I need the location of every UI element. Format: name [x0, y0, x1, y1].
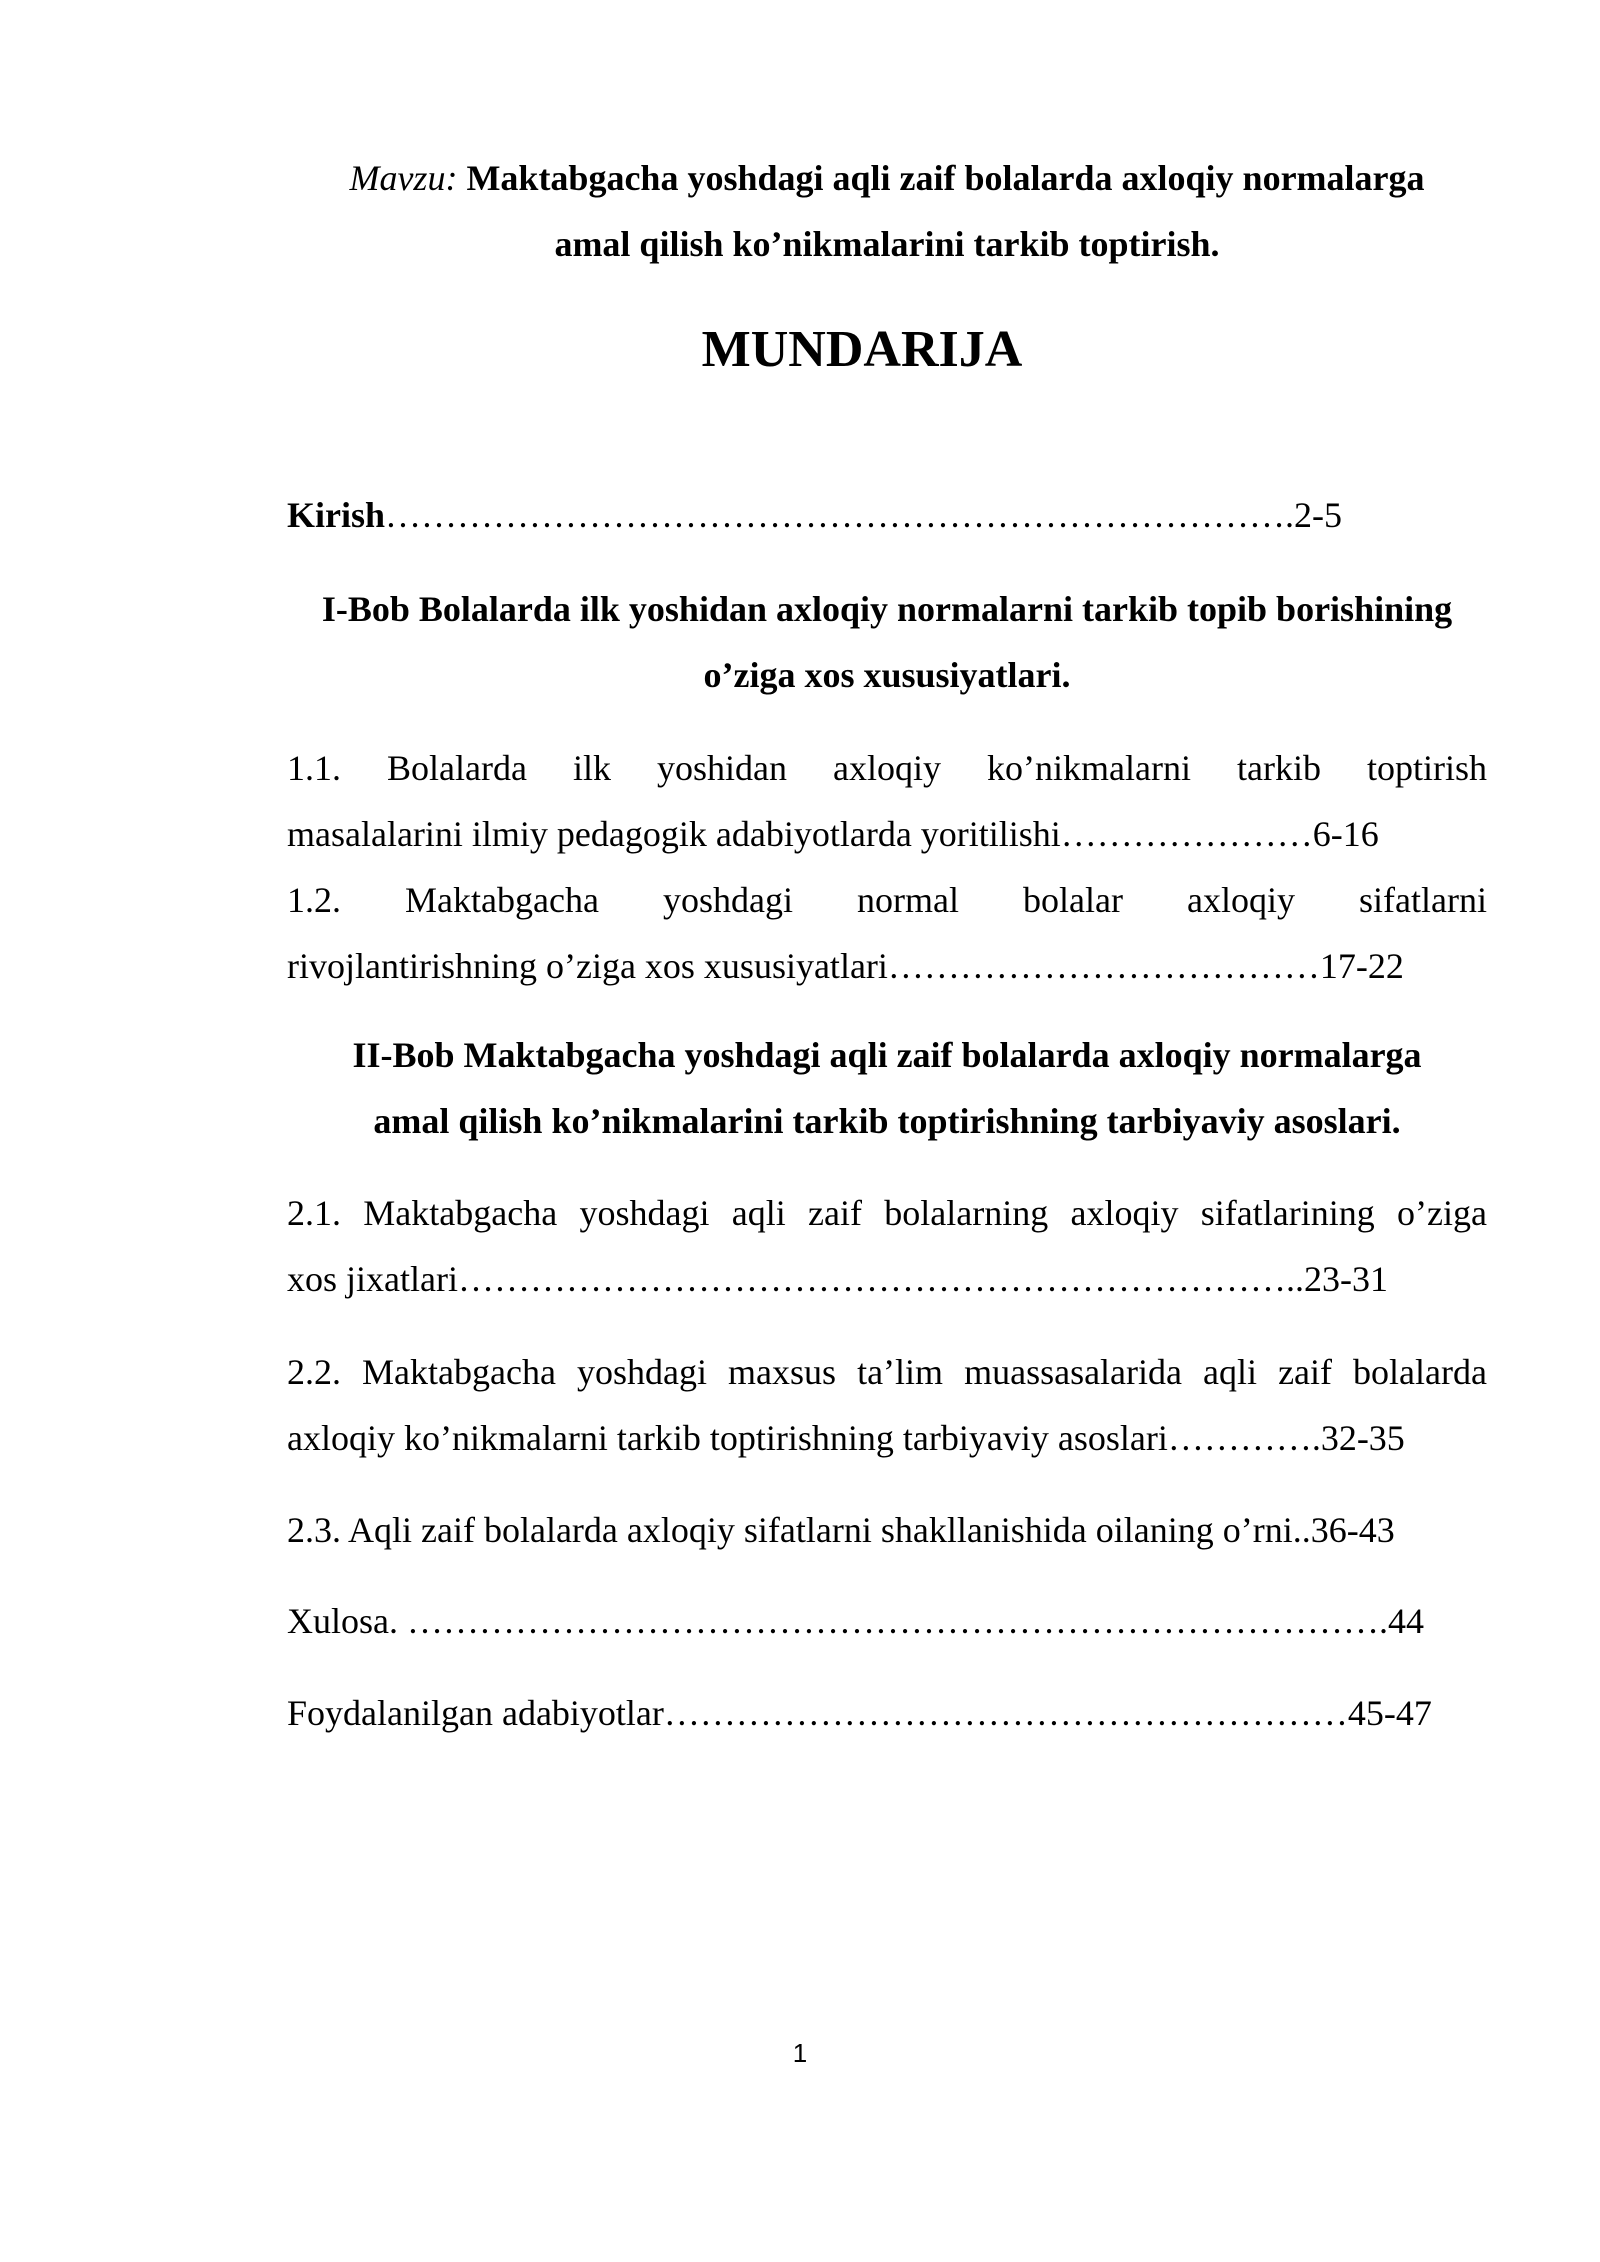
toc-section-1-1-line-2: masalalarini ilmiy pedagogik adabiyotlarda yoritilishi…………………6-16	[287, 814, 1379, 854]
toc-chapter-2-line-1: II-Bob Maktabgacha yoshdagi aqli zaif bolalarda axloqiy normalarga	[352, 1035, 1422, 1075]
toc-entry-intro	[287, 482, 1487, 548]
toc-chapter-1-line-1: I-Bob Bolalarda ilk yoshidan axloqiy normalarni tarkib topib borishining	[321, 589, 1453, 629]
toc-section-2-1-line-2: xos jixatlari……………………………………………………………..23-31	[287, 1259, 1388, 1299]
toc-entry-conclusion	[287, 1588, 1487, 1654]
toc-section-2-3-line-1: 2.3. Aqli zaif bolalarda axloqiy sifatlarni shakllanishida oilaning o’rni..36-43	[287, 1510, 1395, 1550]
toc-chapter-2	[287, 1022, 1487, 1154]
toc-section-1-1-line-1: 1.1. Bolalarda ilk yoshidan axloqiy ko’nikmalarni tarkib toptirish	[287, 748, 1487, 788]
page-heading: MUNDARIJA	[701, 321, 1023, 378]
toc-chapter-1	[287, 576, 1487, 708]
toc-section-2-3	[287, 1497, 1487, 1563]
toc-chapter-1-line-2: o’ziga xos xususiyatlari.	[703, 655, 1071, 695]
toc-references-line: Foydalanilgan adabiyotlar…………………………………………………45-47	[287, 1693, 1432, 1733]
toc-section-2-2-line-1: 2.2. Maktabgacha yoshdagi maxsus ta’lim muassasalarida aqli zaif bolalarda	[287, 1352, 1487, 1392]
toc-chapter-2-line-2: amal qilish ko’nikmalarini tarkib toptirishning tarbiyaviy asoslari.	[373, 1101, 1401, 1141]
toc-section-2-2-line-2: axloqiy ko’nikmalarni tarkib toptirishning tarbiyaviy asoslari………….32-35	[287, 1418, 1405, 1458]
toc-section-2-2	[287, 1339, 1487, 1471]
toc-intro-leader: ………………………………………………………………….	[385, 495, 1295, 535]
toc-conclusion-line: Xulosa. ……………………………………………………………………….44	[287, 1601, 1424, 1641]
page-number: 1	[792, 2038, 808, 2068]
toc-section-2-1-line-1: 2.1. Maktabgacha yoshdagi aqli zaif bolalarning axloqiy sifatlarining o’ziga	[287, 1193, 1487, 1233]
topic-text-1: Maktabgacha yoshdagi aqli zaif bolalarda axloqiy normalarga	[466, 158, 1425, 198]
toc-section-1-1	[287, 735, 1487, 867]
toc-entry-references	[287, 1680, 1487, 1746]
toc-section-1-2-line-2: rivojlantirishning o’ziga xos xususiyatlari………………………………17-22	[287, 946, 1404, 986]
topic-line-1	[287, 145, 1487, 211]
toc-intro-pages: 2-5	[1294, 495, 1343, 535]
toc-section-1-2-line-1: 1.2. Maktabgacha yoshdagi normal bolalar axloqiy sifatlarni	[287, 880, 1487, 920]
toc-section-2-1	[287, 1180, 1487, 1312]
topic-title	[287, 145, 1487, 277]
topic-prefix: Mavzu:	[349, 158, 458, 198]
topic-line-2: amal qilish ko’nikmalarini tarkib toptirish.	[554, 224, 1220, 264]
toc-section-1-2	[287, 867, 1487, 999]
toc-intro-label: Kirish	[287, 495, 386, 535]
